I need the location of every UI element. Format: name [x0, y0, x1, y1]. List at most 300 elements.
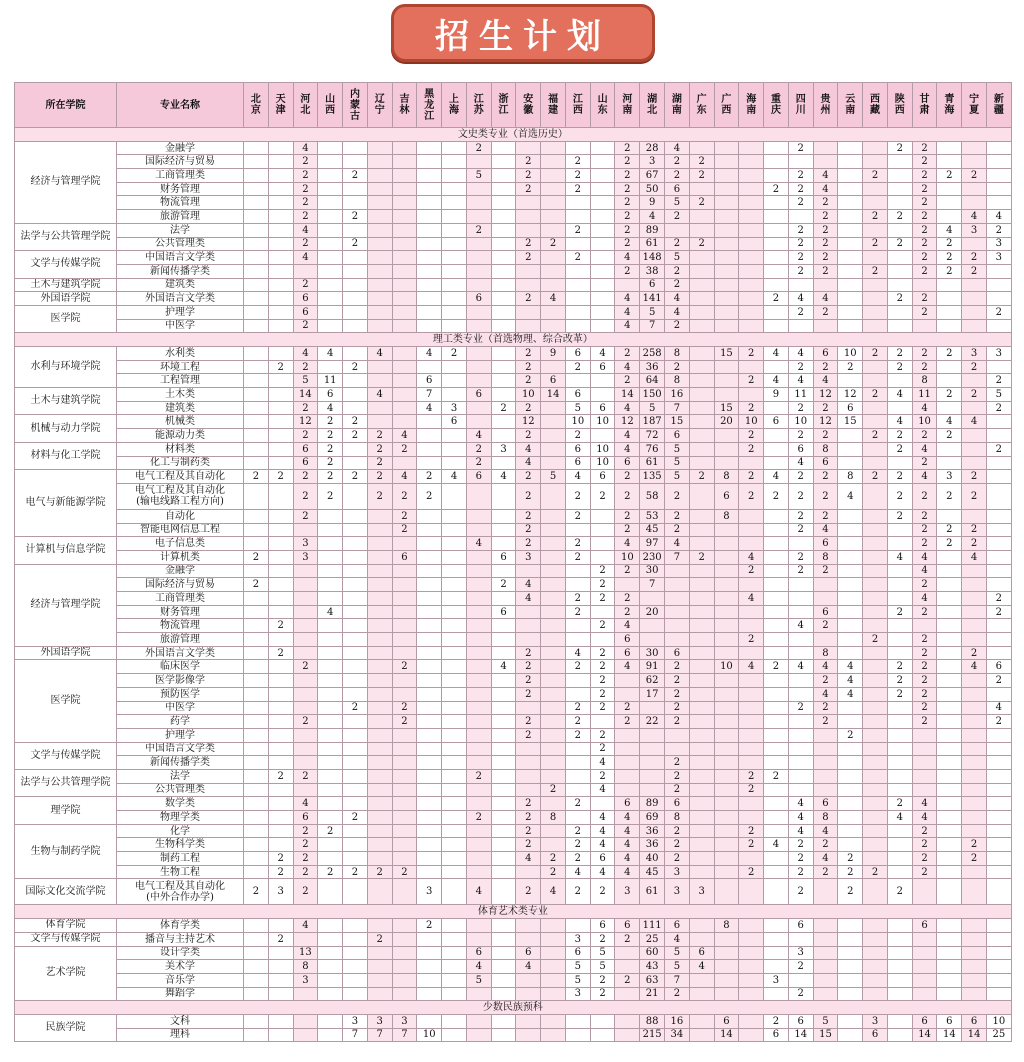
quota-cell	[417, 456, 442, 470]
quota-cell: 63	[640, 973, 665, 987]
quota-cell	[318, 155, 343, 169]
quota-cell: 2	[788, 401, 813, 415]
quota-cell: 2	[912, 141, 937, 155]
quota-cell	[541, 701, 566, 715]
quota-cell: 2	[318, 824, 343, 838]
quota-cell: 15	[714, 347, 739, 361]
quota-cell: 4	[565, 470, 590, 484]
quota-cell	[367, 674, 392, 688]
quota-cell: 7	[343, 1028, 368, 1042]
quota-cell: 2	[590, 701, 615, 715]
quota-cell	[590, 1014, 615, 1028]
quota-cell	[788, 687, 813, 701]
quota-cell: 14	[714, 1028, 739, 1042]
quota-cell: 2	[293, 237, 318, 251]
quota-cell: 4	[813, 852, 838, 866]
quota-cell	[442, 919, 467, 933]
quota-cell: 2	[615, 470, 640, 484]
quota-cell: 2	[268, 619, 293, 633]
quota-cell	[986, 646, 1011, 660]
quota-cell	[739, 797, 764, 811]
quota-cell	[541, 728, 566, 742]
quota-cell	[739, 1028, 764, 1042]
quota-cell	[739, 388, 764, 402]
quota-cell: 6	[813, 537, 838, 551]
quota-cell	[565, 674, 590, 688]
quota-cell: 2	[912, 701, 937, 715]
quota-cell: 7	[640, 578, 665, 592]
major-cell: 环境工程	[117, 360, 244, 374]
quota-cell	[764, 442, 789, 456]
quota-cell: 10	[615, 550, 640, 564]
quota-cell	[466, 1028, 491, 1042]
quota-cell	[838, 141, 863, 155]
quota-cell	[442, 946, 467, 960]
quota-cell	[442, 537, 467, 551]
quota-cell	[367, 592, 392, 606]
quota-cell: 4	[838, 674, 863, 688]
quota-cell	[739, 251, 764, 265]
quota-cell: 2	[937, 429, 962, 443]
quota-cell	[590, 715, 615, 729]
quota-cell	[491, 742, 516, 756]
quota-cell	[367, 141, 392, 155]
quota-cell	[838, 605, 863, 619]
quota-cell	[590, 251, 615, 265]
quota-cell: 4	[442, 470, 467, 484]
quota-cell: 4	[615, 401, 640, 415]
major-cell: 舞蹈学	[117, 987, 244, 1001]
quota-cell	[863, 605, 888, 619]
quota-cell	[838, 196, 863, 210]
quota-cell	[417, 728, 442, 742]
quota-cell	[813, 932, 838, 946]
quota-cell	[863, 319, 888, 333]
quota-cell: 2	[293, 155, 318, 169]
quota-cell: 61	[640, 456, 665, 470]
quota-cell	[491, 415, 516, 429]
quota-cell	[343, 592, 368, 606]
quota-cell: 2	[565, 429, 590, 443]
quota-cell	[863, 769, 888, 783]
quota-cell	[689, 592, 714, 606]
quota-cell	[689, 715, 714, 729]
quota-cell	[442, 251, 467, 265]
quota-cell	[565, 919, 590, 933]
quota-cell: 2	[912, 633, 937, 647]
table-row	[15, 811, 1012, 825]
quota-cell: 76	[640, 442, 665, 456]
quota-cell	[392, 646, 417, 660]
quota-cell	[244, 619, 269, 633]
quota-cell	[244, 701, 269, 715]
quota-cell	[863, 374, 888, 388]
quota-cell	[318, 715, 343, 729]
quota-cell: 2	[268, 932, 293, 946]
quota-cell	[491, 619, 516, 633]
quota-cell	[788, 674, 813, 688]
quota-cell: 2	[912, 292, 937, 306]
quota-cell	[986, 633, 1011, 647]
quota-cell	[937, 141, 962, 155]
quota-cell	[516, 319, 541, 333]
quota-cell: 2	[788, 470, 813, 484]
quota-cell	[640, 619, 665, 633]
quota-cell	[417, 932, 442, 946]
quota-cell	[392, 756, 417, 770]
table-row	[15, 401, 1012, 415]
quota-cell	[764, 987, 789, 1001]
quota-cell	[863, 687, 888, 701]
quota-cell: 5	[665, 196, 690, 210]
quota-cell: 4	[912, 442, 937, 456]
quota-cell	[541, 838, 566, 852]
quota-cell: 2	[466, 456, 491, 470]
table-row	[15, 619, 1012, 633]
quota-cell: 2	[788, 264, 813, 278]
quota-cell	[689, 223, 714, 237]
quota-cell	[788, 155, 813, 169]
table-row	[15, 605, 1012, 619]
quota-cell	[343, 278, 368, 292]
quota-cell: 4	[813, 292, 838, 306]
quota-cell: 2	[788, 169, 813, 183]
quota-cell: 8	[665, 811, 690, 825]
quota-cell: 6	[665, 429, 690, 443]
quota-cell	[268, 251, 293, 265]
section-title: 少数民族预科	[15, 1001, 1012, 1015]
quota-cell: 2	[392, 715, 417, 729]
quota-cell: 2	[615, 483, 640, 509]
quota-cell	[863, 141, 888, 155]
quota-cell: 2	[268, 646, 293, 660]
quota-cell	[442, 292, 467, 306]
quota-cell	[863, 537, 888, 551]
quota-cell	[887, 932, 912, 946]
quota-cell: 3	[665, 879, 690, 905]
quota-cell	[442, 483, 467, 509]
quota-cell	[541, 932, 566, 946]
header-province: 广 西	[714, 83, 739, 128]
quota-cell: 2	[665, 838, 690, 852]
quota-cell: 4	[590, 865, 615, 879]
quota-cell: 2	[590, 483, 615, 509]
quota-cell	[293, 619, 318, 633]
quota-cell	[392, 169, 417, 183]
quota-cell	[986, 578, 1011, 592]
quota-cell	[813, 769, 838, 783]
quota-cell	[318, 619, 343, 633]
quota-cell: 61	[640, 879, 665, 905]
quota-cell: 4	[665, 292, 690, 306]
quota-cell	[565, 633, 590, 647]
quota-cell	[541, 592, 566, 606]
quota-cell: 2	[392, 509, 417, 523]
header-province: 河 北	[293, 83, 318, 128]
major-cell: 旅游管理	[117, 633, 244, 647]
quota-cell	[863, 852, 888, 866]
quota-cell	[244, 182, 269, 196]
quota-cell	[788, 646, 813, 660]
major-cell: 法学	[117, 769, 244, 783]
quota-cell: 2	[665, 509, 690, 523]
quota-cell	[739, 756, 764, 770]
quota-cell: 6	[293, 456, 318, 470]
quota-cell	[244, 769, 269, 783]
quota-cell	[343, 509, 368, 523]
quota-cell	[937, 852, 962, 866]
quota-cell	[764, 509, 789, 523]
quota-cell	[367, 646, 392, 660]
quota-cell	[343, 838, 368, 852]
quota-cell	[665, 592, 690, 606]
quota-cell: 2	[912, 483, 937, 509]
quota-cell	[838, 374, 863, 388]
quota-cell	[442, 550, 467, 564]
quota-cell: 2	[813, 838, 838, 852]
quota-cell: 2	[986, 715, 1011, 729]
quota-cell: 2	[788, 564, 813, 578]
header-province: 海 南	[739, 83, 764, 128]
quota-cell: 2	[665, 278, 690, 292]
quota-cell: 2	[912, 264, 937, 278]
quota-cell: 2	[689, 196, 714, 210]
quota-cell	[986, 278, 1011, 292]
quota-cell: 3	[689, 879, 714, 905]
quota-cell	[268, 674, 293, 688]
quota-cell	[392, 210, 417, 224]
quota-cell	[739, 674, 764, 688]
quota-cell	[714, 155, 739, 169]
quota-cell	[466, 360, 491, 374]
quota-cell	[838, 509, 863, 523]
quota-cell	[565, 141, 590, 155]
quota-cell	[516, 973, 541, 987]
quota-cell	[764, 592, 789, 606]
quota-cell: 2	[665, 756, 690, 770]
quota-cell	[714, 523, 739, 537]
quota-cell: 2	[466, 811, 491, 825]
quota-cell	[887, 987, 912, 1001]
quota-cell	[689, 278, 714, 292]
quota-cell	[491, 783, 516, 797]
major-line: (输电线路工程方向)	[136, 496, 224, 508]
major-cell: 材料类	[117, 442, 244, 456]
major-cell: 音乐学	[117, 973, 244, 987]
college-cell: 艺术学院	[15, 946, 117, 1001]
quota-cell	[863, 960, 888, 974]
quota-cell	[367, 973, 392, 987]
quota-cell	[764, 932, 789, 946]
quota-cell	[937, 442, 962, 456]
quota-cell	[665, 619, 690, 633]
quota-cell	[293, 687, 318, 701]
quota-cell	[466, 783, 491, 797]
quota-cell	[318, 305, 343, 319]
quota-cell	[590, 1028, 615, 1042]
quota-cell	[343, 442, 368, 456]
quota-cell	[367, 660, 392, 674]
quota-cell	[491, 852, 516, 866]
quota-cell	[491, 456, 516, 470]
quota-cell	[986, 919, 1011, 933]
quota-cell: 2	[912, 196, 937, 210]
quota-cell: 2	[912, 824, 937, 838]
quota-cell: 2	[813, 429, 838, 443]
quota-cell	[986, 728, 1011, 742]
quota-cell	[442, 388, 467, 402]
quota-cell	[813, 319, 838, 333]
quota-cell	[962, 824, 987, 838]
quota-cell	[541, 305, 566, 319]
college-cell: 文学与传媒学院	[15, 251, 117, 278]
quota-cell	[838, 237, 863, 251]
quota-cell	[491, 879, 516, 905]
quota-cell	[986, 196, 1011, 210]
quota-cell: 2	[343, 415, 368, 429]
quota-cell	[937, 633, 962, 647]
quota-cell: 2	[293, 319, 318, 333]
quota-cell	[318, 852, 343, 866]
major-cell: 金融学	[117, 141, 244, 155]
quota-cell	[788, 783, 813, 797]
quota-cell	[689, 987, 714, 1001]
quota-cell: 6	[813, 347, 838, 361]
quota-cell	[739, 811, 764, 825]
table-row	[15, 319, 1012, 333]
quota-cell: 2	[516, 715, 541, 729]
quota-cell	[937, 305, 962, 319]
quota-cell	[863, 223, 888, 237]
quota-cell	[268, 633, 293, 647]
quota-cell: 2	[516, 401, 541, 415]
quota-cell	[887, 973, 912, 987]
quota-cell: 2	[813, 360, 838, 374]
quota-cell: 4	[887, 811, 912, 825]
quota-cell: 2	[516, 374, 541, 388]
quota-cell	[541, 483, 566, 509]
quota-cell	[665, 578, 690, 592]
quota-cell	[937, 605, 962, 619]
quota-cell	[887, 742, 912, 756]
quota-cell	[541, 715, 566, 729]
quota-cell	[788, 756, 813, 770]
quota-cell: 12	[813, 388, 838, 402]
quota-cell: 2	[565, 660, 590, 674]
quota-cell	[491, 196, 516, 210]
quota-cell	[417, 701, 442, 715]
quota-cell	[714, 388, 739, 402]
quota-cell	[392, 838, 417, 852]
quota-cell	[392, 264, 417, 278]
quota-cell	[244, 223, 269, 237]
table-row	[15, 388, 1012, 402]
quota-cell	[442, 564, 467, 578]
quota-cell: 2	[912, 182, 937, 196]
major-cell: 国际经济与贸易	[117, 578, 244, 592]
quota-cell: 2	[590, 687, 615, 701]
section-header-row	[15, 1001, 1012, 1015]
quota-cell	[937, 674, 962, 688]
quota-cell: 2	[244, 470, 269, 484]
quota-cell	[244, 592, 269, 606]
major-cell: 财务管理	[117, 605, 244, 619]
quota-cell	[838, 701, 863, 715]
quota-cell: 2	[665, 660, 690, 674]
quota-cell	[912, 319, 937, 333]
quota-cell	[615, 783, 640, 797]
quota-cell	[986, 456, 1011, 470]
header-province: 陕 西	[887, 83, 912, 128]
quota-cell	[937, 646, 962, 660]
quota-cell: 2	[739, 470, 764, 484]
quota-cell: 2	[466, 442, 491, 456]
quota-cell: 2	[665, 783, 690, 797]
major-cell: 中医学	[117, 701, 244, 715]
quota-cell	[838, 319, 863, 333]
quota-cell	[343, 305, 368, 319]
table-body	[15, 128, 1012, 1042]
quota-cell: 2	[739, 401, 764, 415]
quota-cell: 3	[986, 251, 1011, 265]
quota-cell	[912, 278, 937, 292]
major-cell: 物流管理	[117, 619, 244, 633]
quota-cell: 6	[442, 415, 467, 429]
quota-cell	[541, 550, 566, 564]
quota-cell: 6	[912, 1014, 937, 1028]
header-row	[15, 83, 1012, 128]
quota-cell	[268, 783, 293, 797]
quota-cell	[268, 960, 293, 974]
quota-cell	[417, 973, 442, 987]
quota-cell	[986, 973, 1011, 987]
quota-cell	[714, 360, 739, 374]
table-row	[15, 742, 1012, 756]
quota-cell: 4	[813, 523, 838, 537]
quota-cell	[962, 769, 987, 783]
quota-cell: 3	[491, 442, 516, 456]
quota-cell	[417, 305, 442, 319]
section-header-row	[15, 333, 1012, 347]
quota-cell: 2	[986, 592, 1011, 606]
quota-cell: 2	[516, 155, 541, 169]
quota-cell	[863, 401, 888, 415]
quota-cell: 40	[640, 852, 665, 866]
quota-cell	[739, 360, 764, 374]
quota-cell: 13	[293, 946, 318, 960]
quota-cell	[491, 374, 516, 388]
quota-cell: 2	[887, 687, 912, 701]
quota-cell	[640, 783, 665, 797]
quota-cell: 2	[293, 660, 318, 674]
quota-cell	[466, 619, 491, 633]
quota-cell	[813, 578, 838, 592]
quota-cell	[788, 210, 813, 224]
quota-cell: 6	[293, 292, 318, 306]
quota-cell	[739, 305, 764, 319]
major-cell: 工商管理类	[117, 592, 244, 606]
major-cell: 中国语言文学类	[117, 251, 244, 265]
quota-cell	[367, 251, 392, 265]
quota-cell	[417, 360, 442, 374]
quota-cell: 4	[615, 319, 640, 333]
quota-cell	[838, 155, 863, 169]
quota-cell: 2	[343, 237, 368, 251]
quota-cell	[392, 633, 417, 647]
major-cell	[117, 483, 244, 509]
quota-cell	[244, 824, 269, 838]
quota-cell: 2	[417, 919, 442, 933]
